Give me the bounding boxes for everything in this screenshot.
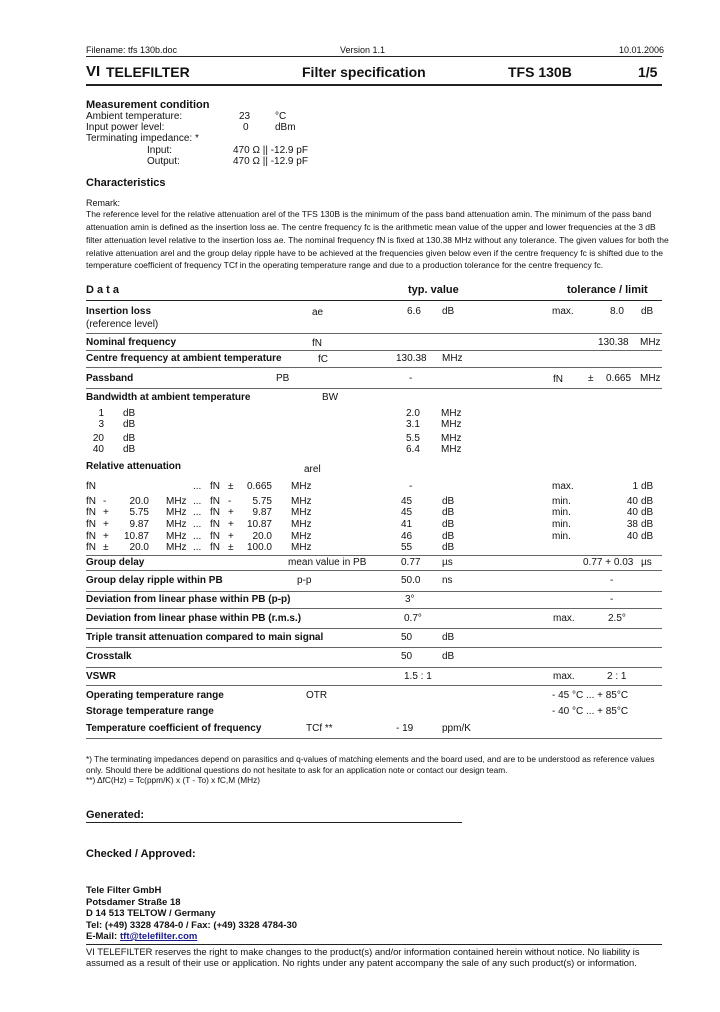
vswr-label: VSWR xyxy=(86,671,116,682)
rel-f1: fN xyxy=(86,531,96,542)
crosstalk-label: Crosstalk xyxy=(86,651,132,662)
rel-f2: fN xyxy=(210,507,220,518)
rel-lim-kind: max. xyxy=(552,481,574,492)
email-link[interactable]: tft@telefilter.com xyxy=(120,931,198,942)
power-unit: dBm xyxy=(275,122,296,133)
rel-op1: ± xyxy=(103,542,109,553)
bandwidth-db: 1 xyxy=(98,408,104,419)
rel-u1: MHz xyxy=(166,542,187,553)
bandwidth-db: 40 xyxy=(92,444,104,455)
row-rule xyxy=(86,608,662,609)
rel-lim: 1 xyxy=(632,481,638,492)
rel-op1: + xyxy=(103,531,109,542)
power-value: 0 xyxy=(243,122,249,133)
group-delay-label: Group delay xyxy=(86,557,145,568)
rel-lim: 40 xyxy=(626,531,638,542)
rel-typ-unit: dB xyxy=(442,507,455,518)
bandwidth-value-unit: MHz xyxy=(441,408,462,419)
row-rule xyxy=(86,685,662,686)
gd-ripple-symbol: p-p xyxy=(297,575,312,586)
bandwidth-value-unit: MHz xyxy=(441,444,462,455)
rel-v1: 20.0 xyxy=(129,496,149,507)
rel-v1: 20.0 xyxy=(129,542,149,553)
rel-typ: 55 xyxy=(401,542,413,553)
rel-lim: 40 xyxy=(626,496,638,507)
insertion-loss-unit: dB xyxy=(442,306,455,317)
rel-lim-unit: dB xyxy=(641,531,654,542)
input-value: 470 Ω || -12.9 pF xyxy=(233,145,308,156)
rel-v2: 100.0 xyxy=(246,542,272,553)
group-delay-lim-unit: µs xyxy=(641,557,652,568)
bandwidth-value-unit: MHz xyxy=(441,419,462,430)
relative-att-symbol: arel xyxy=(304,464,321,475)
dev-rms-lim: 2.5° xyxy=(608,613,626,624)
rel-dots: ... xyxy=(193,496,202,507)
part-number: TFS 130B xyxy=(508,64,572,80)
storage-temp-label: Storage temperature range xyxy=(86,706,214,717)
insertion-loss-sub: (reference level) xyxy=(86,319,159,330)
triple-transit-typ: 50 xyxy=(401,632,413,643)
generated-line xyxy=(86,822,462,823)
tc-unit: ppm/K xyxy=(442,723,471,734)
col-tolerance: tolerance / limit xyxy=(567,284,648,296)
group-delay-typ: 0.77 xyxy=(401,557,421,568)
rel-lim-kind: min. xyxy=(552,507,571,518)
row-rule xyxy=(86,555,662,556)
passband-lim-kind: fN xyxy=(553,374,563,385)
nominal-freq-lim-unit: MHz xyxy=(640,337,661,348)
insertion-loss-symbol: ae xyxy=(312,307,324,318)
col-data: D a t a xyxy=(86,284,120,296)
gd-ripple-lim: - xyxy=(610,575,614,586)
rel-u2: MHz xyxy=(291,496,312,507)
rel-typ-unit: dB xyxy=(442,519,455,530)
centre-freq-unit: MHz xyxy=(442,353,463,364)
passband-symbol: PB xyxy=(276,373,290,384)
triple-transit-unit: dB xyxy=(442,632,455,643)
rel-v1: 10.87 xyxy=(123,531,149,542)
dev-pp-lim: - xyxy=(610,594,614,605)
footnote-2: **) ΔfC(Hz) = Tc(ppm/K) x (T - To) x fC,M (MHz) xyxy=(86,775,261,785)
passband-label: Passband xyxy=(86,373,134,384)
rel-lim-unit: dB xyxy=(641,496,654,507)
rel-lim-unit: dB xyxy=(641,481,654,492)
insertion-loss-lim-kind: max. xyxy=(552,306,574,317)
rel-lim-unit: dB xyxy=(641,519,654,530)
rel-typ-unit: dB xyxy=(442,496,455,507)
rel-f2: fN xyxy=(210,496,220,507)
bandwidth-db-unit: dB xyxy=(123,408,136,419)
rel-op1: + xyxy=(103,507,109,518)
group-delay-unit: µs xyxy=(442,557,453,568)
page-number: 1/5 xyxy=(638,64,658,80)
bandwidth-label: Bandwidth at ambient temperature xyxy=(86,392,251,403)
vi-logo: VI xyxy=(86,63,101,80)
rel-f1: fN xyxy=(86,519,96,530)
header-rule xyxy=(86,56,662,57)
dev-rms-typ: 0.7° xyxy=(404,613,422,624)
address-line: Tel: (+49) 3328 4784-0 / Fax: (+49) 3328 4784-30 xyxy=(86,920,298,931)
row-rule xyxy=(86,570,662,571)
rel-f2: fN xyxy=(210,519,220,530)
ambient-value: 23 xyxy=(239,111,251,122)
vswr-typ: 1.5 : 1 xyxy=(404,671,432,682)
email-label: E-Mail: xyxy=(86,931,118,942)
dev-pp-typ: 3° xyxy=(405,594,415,605)
rel-op1: - xyxy=(103,496,107,507)
bandwidth-value-unit: MHz xyxy=(441,433,462,444)
version: Version 1.1 xyxy=(340,45,386,55)
rel-lim-unit: dB xyxy=(641,507,654,518)
table-header-rule xyxy=(86,300,662,301)
row-rule xyxy=(86,591,662,592)
company-name: TELEFILTER xyxy=(106,64,190,80)
passband-pm: ± xyxy=(588,373,594,384)
rel-op2: + xyxy=(228,507,234,518)
relative-att-label: Relative attenuation xyxy=(86,461,182,472)
output-value: 470 Ω || -12.9 pF xyxy=(233,156,308,167)
input-label: Input: xyxy=(147,145,173,156)
dev-pp-label: Deviation from linear phase within PB (p-p) xyxy=(86,594,291,605)
group-delay-lim: 0.77 + 0.03 xyxy=(583,557,634,568)
rel-u2: MHz xyxy=(291,531,312,542)
rel-v2: 20.0 xyxy=(252,531,272,542)
rel-lim: 38 xyxy=(626,519,638,530)
rel-op2: + xyxy=(228,531,234,542)
rel-typ: 46 xyxy=(401,531,413,542)
centre-freq-label: Centre frequency at ambient temperature xyxy=(86,353,282,364)
rel-lim-kind: min. xyxy=(552,531,571,542)
bandwidth-value: 5.5 xyxy=(406,433,420,444)
row-rule xyxy=(86,388,662,389)
address-line: Potsdamer Straße 18 xyxy=(86,897,181,908)
title-rule xyxy=(86,84,662,86)
rel-op2: ± xyxy=(228,481,234,492)
dev-rms-label: Deviation from linear phase within PB (r.m.s.) xyxy=(86,613,302,624)
doc-title: Filter specification xyxy=(302,64,426,80)
rel-u2: MHz xyxy=(291,519,312,530)
rel-v1: 5.75 xyxy=(129,507,149,518)
rel-typ-unit: dB xyxy=(442,531,455,542)
gd-ripple-unit: ns xyxy=(442,575,453,586)
row-rule xyxy=(86,647,662,648)
gd-ripple-label: Group delay ripple within PB xyxy=(86,575,223,586)
tc-symbol: TCf ** xyxy=(306,723,333,734)
rel-v2: 9.87 xyxy=(252,507,272,518)
row-rule xyxy=(86,367,662,368)
rel-dots: ... xyxy=(193,531,202,542)
rel-u1: MHz xyxy=(166,496,187,507)
row-rule xyxy=(86,333,662,334)
group-delay-symbol: mean value in PB xyxy=(288,557,367,568)
rel-dots: ... xyxy=(193,507,202,518)
passband-lim: 0.665 xyxy=(606,373,632,384)
bandwidth-value: 3.1 xyxy=(406,419,420,430)
bandwidth-db-unit: dB xyxy=(123,433,136,444)
rel-lim: 40 xyxy=(626,507,638,518)
rel-v2: 5.75 xyxy=(252,496,272,507)
remark-line: temperature coefficient of frequency TCf in the operating temperature range and due to a production tolerance for the centre frequency fc. xyxy=(86,260,604,270)
characteristics-title: Characteristics xyxy=(86,177,166,189)
remark-line: attenuation amin is defined as the insertion loss ae. The centre frequency fc is the arithmetic mean value of the upper and lower frequencies at the 3 dB xyxy=(86,222,656,232)
nominal-freq-symbol: fN xyxy=(312,338,322,349)
bandwidth-symbol: BW xyxy=(322,392,339,403)
rel-v2: 10.87 xyxy=(246,519,272,530)
disclaimer-line: VI TELEFILTER reserves the right to make changes to the product(s) and/or information contained herein without notice. No liability is xyxy=(86,946,640,957)
checked-label: Checked / Approved: xyxy=(86,848,196,860)
generated-label: Generated: xyxy=(86,809,145,821)
triple-transit-label: Triple transit attenuation compared to main signal xyxy=(86,632,324,643)
rel-u2: MHz xyxy=(291,542,312,553)
vswr-lim-kind: max. xyxy=(553,671,575,682)
rel-f2: fN xyxy=(210,531,220,542)
passband-lim-unit: MHz xyxy=(640,373,661,384)
centre-freq-typ: 130.38 xyxy=(396,353,427,364)
nominal-freq-label: Nominal frequency xyxy=(86,337,177,348)
op-temp-symbol: OTR xyxy=(306,690,328,701)
bandwidth-value: 2.0 xyxy=(406,408,420,419)
dev-rms-lim-kind: max. xyxy=(553,613,575,624)
doc-date: 10.01.2006 xyxy=(619,45,665,55)
address-line: D 14 513 TELTOW / Germany xyxy=(86,908,216,919)
rel-lim-kind: min. xyxy=(552,496,571,507)
bandwidth-value: 6.4 xyxy=(406,444,420,455)
crosstalk-unit: dB xyxy=(442,651,455,662)
remark-line: filter attenuation level relative to the insertion loss ae. The nominal frequency fN is fixed at 130.38 MHz without any tolerance. The given values for both the xyxy=(86,235,669,245)
rel-f2: fN xyxy=(210,481,220,492)
output-label: Output: xyxy=(147,156,180,167)
rel-f1: fN xyxy=(86,507,96,518)
centre-freq-symbol: fC xyxy=(318,354,328,365)
rel-f2: fN xyxy=(210,542,220,553)
rel-lim-kind: min. xyxy=(552,519,571,530)
gd-ripple-typ: 50.0 xyxy=(401,575,421,586)
footnote-1-cont: only. Should there be additional questions do not hesitate to ask for an application note or contact our design team. xyxy=(86,765,508,775)
power-label: Input power level: xyxy=(86,122,165,133)
filename: Filename: tfs 130b.doc xyxy=(86,45,178,55)
address-line: Tele Filter GmbH xyxy=(86,885,162,896)
footnote-1: *) The terminating impedances depend on parasitics and q-values of matching elements and the board used, and are to be understood as reference values xyxy=(86,754,655,764)
disclaimer-line: assumed as a result of their use or application. No rights under any patent accompany the sale of any such product(s) or information. xyxy=(86,957,637,968)
rel-v2: 0.665 xyxy=(246,481,272,492)
rel-u1: MHz xyxy=(166,507,187,518)
passband-typ: - xyxy=(409,373,413,384)
insertion-loss-typ: 6.6 xyxy=(407,306,421,317)
measurement-title: Measurement condition xyxy=(86,99,210,111)
bandwidth-db: 3 xyxy=(98,419,104,430)
remark-line: The reference level for the relative attenuation arel of the TFS 130B is the minimum of the pass band attenuation amin. The minimum of the pass band xyxy=(86,209,652,219)
rel-typ: 45 xyxy=(401,507,413,518)
row-rule xyxy=(86,628,662,629)
storage-temp-lim: - 40 °C ... + 85°C xyxy=(552,706,629,717)
rel-typ: - xyxy=(409,481,413,492)
rel-typ-unit: dB xyxy=(442,542,455,553)
col-typ: typ. value xyxy=(408,284,459,296)
table-end-rule xyxy=(86,738,662,739)
rel-v1: 9.87 xyxy=(129,519,149,530)
row-rule xyxy=(86,350,662,351)
rel-f1: fN xyxy=(86,496,96,507)
rel-typ: 41 xyxy=(401,519,413,530)
tc-label: Temperature coefficient of frequency xyxy=(86,723,262,734)
bandwidth-db-unit: dB xyxy=(123,419,136,430)
remark-title: Remark: xyxy=(86,198,121,208)
rel-dots: ... xyxy=(193,542,202,553)
rel-u1: MHz xyxy=(166,519,187,530)
ambient-label: Ambient temperature: xyxy=(86,111,183,122)
rel-f1: fN xyxy=(86,481,96,492)
rel-dots: ... xyxy=(193,481,202,492)
op-temp-label: Operating temperature range xyxy=(86,690,224,701)
tc-typ: - 19 xyxy=(396,723,414,734)
bandwidth-db-unit: dB xyxy=(123,444,136,455)
rel-op1: + xyxy=(103,519,109,530)
nominal-freq-lim: 130.38 xyxy=(598,337,629,348)
op-temp-lim: - 45 °C ... + 85°C xyxy=(552,690,629,701)
rel-op2: - xyxy=(228,496,232,507)
rel-op2: + xyxy=(228,519,234,530)
rel-u2: MHz xyxy=(291,481,312,492)
rel-dots: ... xyxy=(193,519,202,530)
insertion-loss-lim-unit: dB xyxy=(641,306,654,317)
rel-u2: MHz xyxy=(291,507,312,518)
rel-u1: MHz xyxy=(166,531,187,542)
rel-op2: ± xyxy=(228,542,234,553)
bandwidth-db: 20 xyxy=(92,433,104,444)
crosstalk-typ: 50 xyxy=(401,651,413,662)
footer-rule xyxy=(86,944,662,945)
vswr-lim: 2 : 1 xyxy=(607,671,627,682)
rel-typ: 45 xyxy=(401,496,413,507)
insertion-loss-lim: 8.0 xyxy=(610,306,624,317)
ambient-unit: °C xyxy=(275,111,287,122)
remark-line: relative attenuation arel and the group delay ripple have to be achieved at the frequencies given below even if the centre frequency fc is shifted due to the xyxy=(86,248,663,258)
insertion-loss-label: Insertion loss xyxy=(86,306,152,317)
rel-f1: fN xyxy=(86,542,96,553)
impedance-label: Terminating impedance: * xyxy=(86,133,199,144)
row-rule xyxy=(86,667,662,668)
